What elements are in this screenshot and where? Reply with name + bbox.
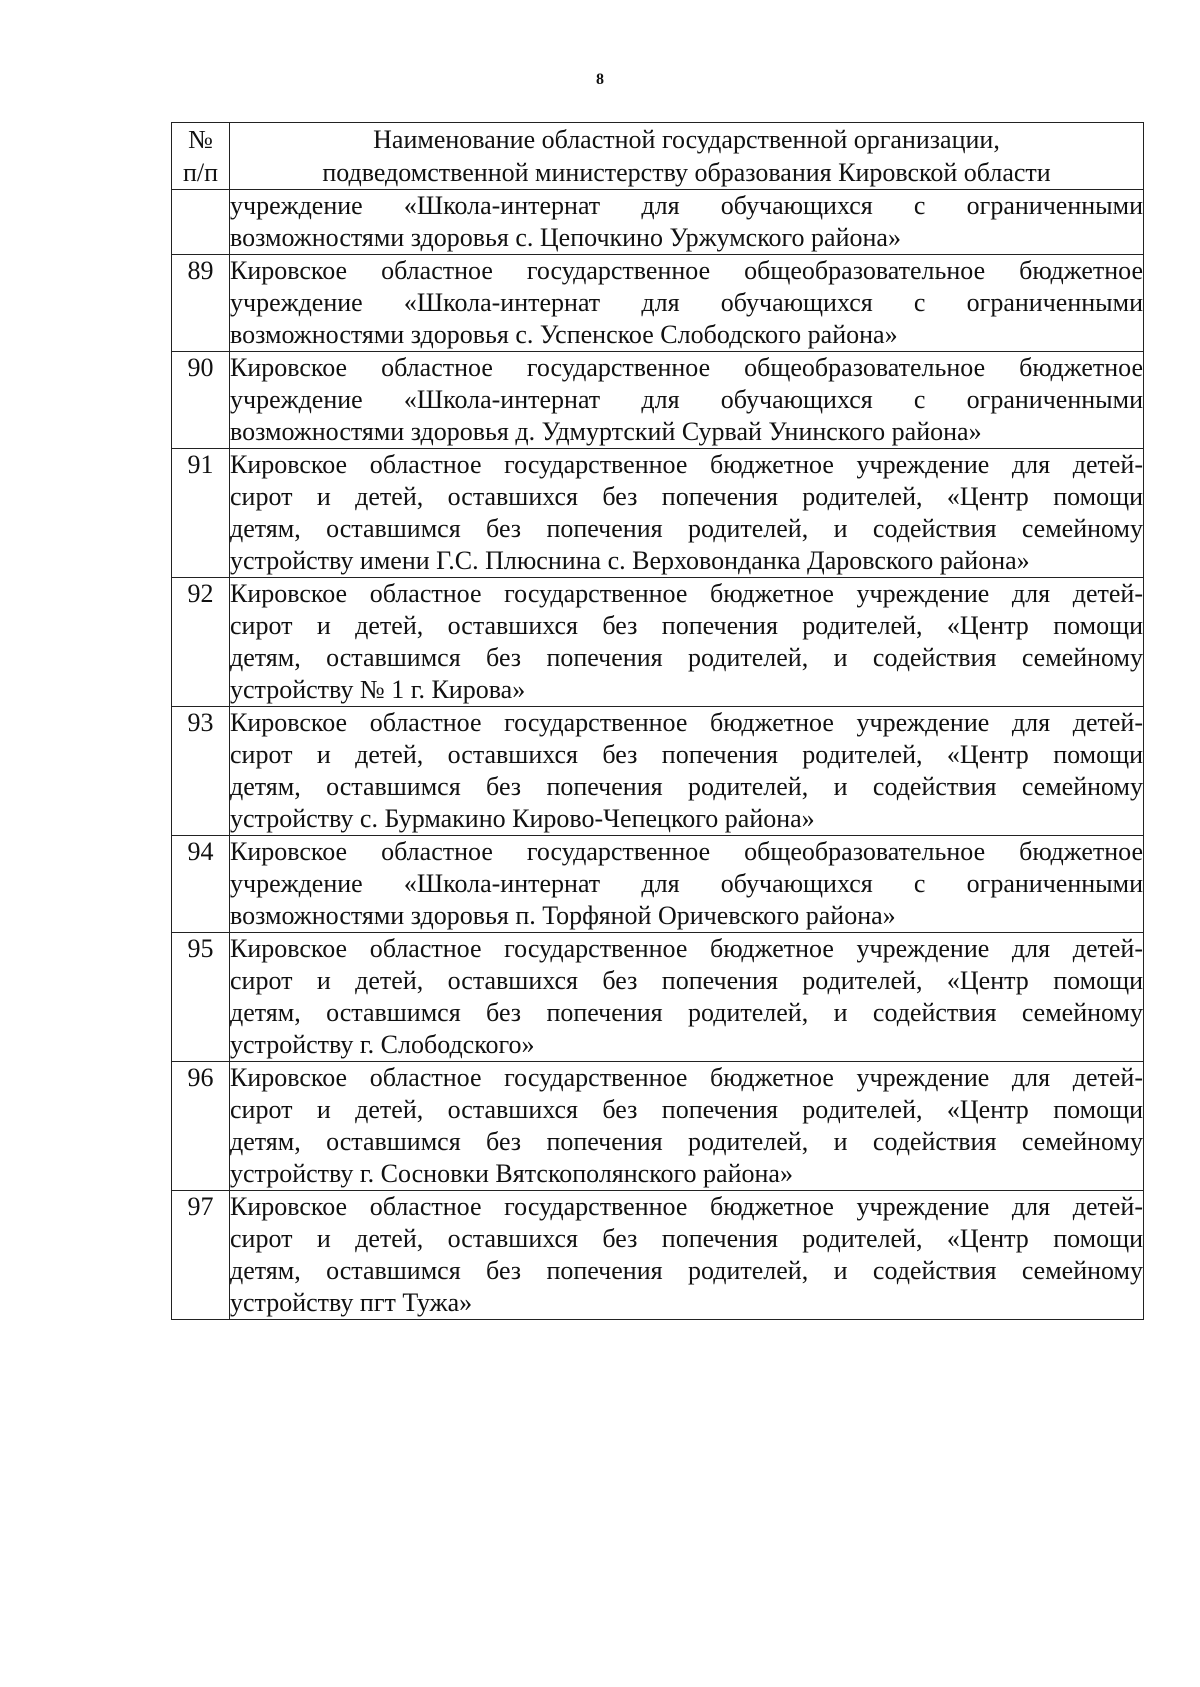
header-number-column [172, 123, 230, 190]
table-header-row [172, 123, 1144, 190]
organization-name-line: Кировское областное государственное бюджетное учреждение для детей- [230, 579, 1143, 608]
organization-name-line: возможностями здоровья с. Успенское Слободского района» [230, 320, 898, 349]
table-row [172, 578, 1144, 707]
organization-name [230, 707, 1144, 836]
organization-name [230, 1191, 1144, 1320]
organization-name-line: сирот и детей, оставшихся без попечения родителей, «Центр помощи [230, 482, 1143, 511]
organization-name-line: сирот и детей, оставшихся без попечения родителей, «Центр помощи [230, 1224, 1143, 1253]
header-number-sublabel: п/п [182, 158, 219, 187]
header-name-line: Наименование областной государственной организации, [373, 125, 1000, 154]
organization-name-line: устройству с. Бурмакино Кирово-Чепецкого района» [230, 804, 815, 833]
organization-name [230, 1062, 1144, 1191]
organization-name-line: Кировское областное государственное общеобразовательное бюджетное [230, 353, 1143, 382]
organization-name-line: детям, оставшимся без попечения родителей, и содействия семейному [230, 772, 1143, 801]
row-number: 89 [172, 255, 230, 352]
header-number-label: № [188, 125, 213, 154]
row-number: 97 [172, 1191, 230, 1320]
table-row [172, 449, 1144, 578]
row-number [172, 190, 230, 255]
row-number: 96 [172, 1062, 230, 1191]
organization-name-line: Кировское областное государственное общеобразовательное бюджетное [230, 256, 1143, 285]
organizations-table [171, 122, 1144, 1320]
organization-name [230, 578, 1144, 707]
table-row [172, 707, 1144, 836]
organization-name-line: сирот и детей, оставшихся без попечения родителей, «Центр помощи [230, 740, 1143, 769]
organization-name-line: детям, оставшимся без попечения родителей, и содействия семейному [230, 1256, 1143, 1285]
organization-name-line: сирот и детей, оставшихся без попечения родителей, «Центр помощи [230, 611, 1143, 640]
organization-name-line: Кировское областное государственное бюджетное учреждение для детей- [230, 1063, 1143, 1092]
table-row [172, 352, 1144, 449]
row-number: 92 [172, 578, 230, 707]
organization-name [230, 933, 1144, 1062]
organization-name [230, 255, 1144, 352]
organization-name-line: Кировское областное государственное бюджетное учреждение для детей- [230, 450, 1143, 479]
organization-name-line: устройству имени Г.С. Плюснина с. Верховонданка Даровского района» [230, 546, 1030, 575]
row-number: 95 [172, 933, 230, 1062]
organization-name [230, 836, 1144, 933]
organization-name-line: устройству г. Слободского» [230, 1030, 535, 1059]
organization-name-line: Кировское областное государственное общеобразовательное бюджетное [230, 837, 1143, 866]
organization-name [230, 190, 1144, 255]
table-row [172, 255, 1144, 352]
table-row [172, 836, 1144, 933]
page-number: 8 [596, 71, 604, 88]
row-number: 94 [172, 836, 230, 933]
organization-name-line: устройству г. Сосновки Вятскополянского района» [230, 1159, 793, 1188]
organization-name-line: устройству № 1 г. Кирова» [230, 675, 526, 704]
table-row [172, 1191, 1144, 1320]
row-number: 91 [172, 449, 230, 578]
organization-name-line: учреждение «Школа-интернат для обучающихся с ограниченными [230, 191, 1143, 220]
organization-name-line: устройству пгт Тужа» [230, 1288, 473, 1317]
organization-name-line: возможностями здоровья с. Цепочкино Уржумского района» [230, 223, 901, 252]
organization-name-line: детям, оставшимся без попечения родителей, и содействия семейному [230, 643, 1143, 672]
organization-name-line: Кировское областное государственное бюджетное учреждение для детей- [230, 934, 1143, 963]
header-name-column [230, 123, 1144, 190]
header-name-line: подведомственной министерству образования Кировской области [322, 158, 1051, 187]
organization-name-line: возможностями здоровья п. Торфяной Оричевского района» [230, 901, 896, 930]
organization-name-line: учреждение «Школа-интернат для обучающихся с ограниченными [230, 385, 1143, 414]
organization-name-line: учреждение «Школа-интернат для обучающихся с ограниченными [230, 288, 1143, 317]
organization-name-line: Кировское областное государственное бюджетное учреждение для детей- [230, 708, 1143, 737]
organization-name-line: Кировское областное государственное бюджетное учреждение для детей- [230, 1192, 1143, 1221]
organization-name-line: детям, оставшимся без попечения родителей, и содействия семейному [230, 514, 1143, 543]
table-body [172, 190, 1144, 1320]
row-number: 90 [172, 352, 230, 449]
organization-name-line: детям, оставшимся без попечения родителей, и содействия семейному [230, 1127, 1143, 1156]
table-row [172, 933, 1144, 1062]
organization-name-line: детям, оставшимся без попечения родителей, и содействия семейному [230, 998, 1143, 1027]
organization-name [230, 449, 1144, 578]
organization-name-line: сирот и детей, оставшихся без попечения родителей, «Центр помощи [230, 966, 1143, 995]
organization-name-line: сирот и детей, оставшихся без попечения родителей, «Центр помощи [230, 1095, 1143, 1124]
row-number: 93 [172, 707, 230, 836]
organization-name-line: возможностями здоровья д. Удмуртский Сурвай Унинского района» [230, 417, 982, 446]
table-row [172, 1062, 1144, 1191]
table-row [172, 190, 1144, 255]
organization-name [230, 352, 1144, 449]
organization-name-line: учреждение «Школа-интернат для обучающихся с ограниченными [230, 869, 1143, 898]
